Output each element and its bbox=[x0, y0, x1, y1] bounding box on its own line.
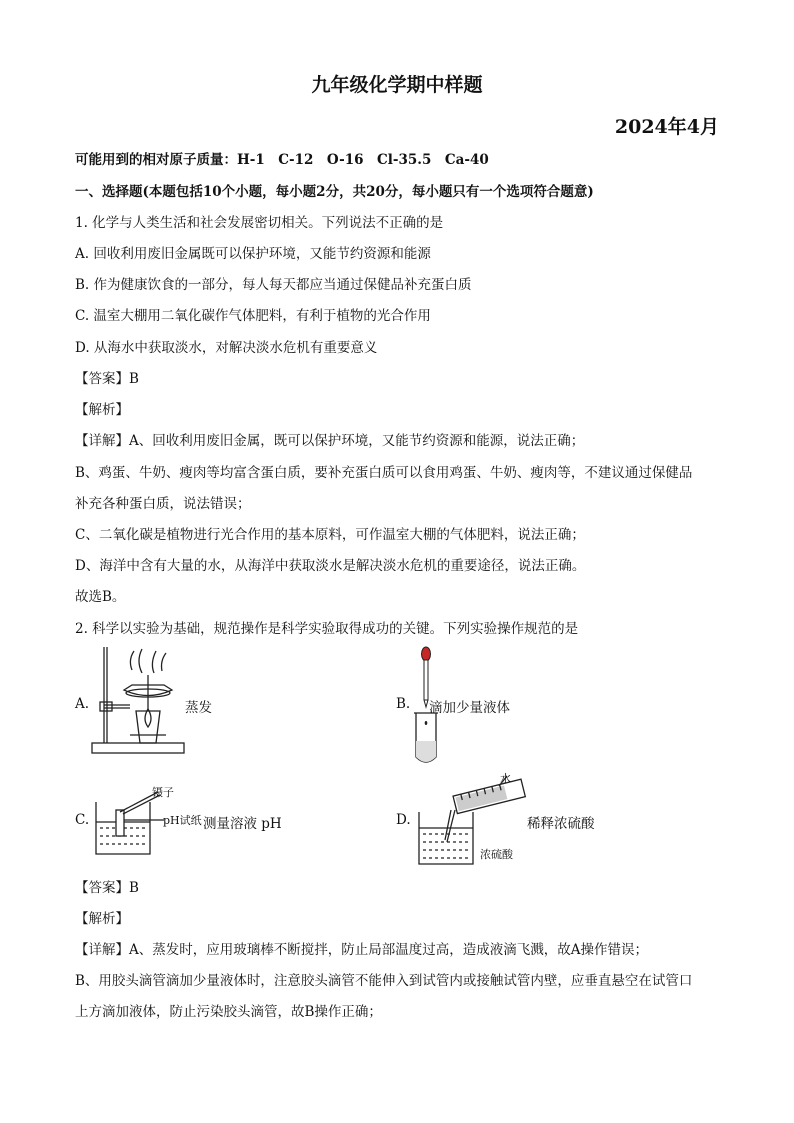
q1-stem: 1. 化学与人类生活和社会发展密切相关。下列说法不正确的是 bbox=[75, 215, 444, 231]
q2-detail-line: 【详解】A、蒸发时，应用玻璃棒不断搅拌，防止局部温度过高，造成液滴飞溅，故A操作错误； bbox=[75, 942, 648, 958]
evaporation-apparatus-figure bbox=[90, 645, 190, 760]
q2-detail-line: 上方滴加液体，防止污染胶头滴管，故B操作正确； bbox=[75, 1004, 382, 1020]
q1-detail-line: 故选B。 bbox=[75, 589, 126, 605]
q1-analysis: 【解析】 bbox=[75, 402, 129, 418]
q1-detail-line: B、鸡蛋、牛奶、瘦肉等均富含蛋白质，要补充蛋白质可以食用鸡蛋、牛奶、瘦肉等，不建议通过保健品 bbox=[75, 465, 693, 481]
label-ph-paper: pH试纸 bbox=[163, 814, 202, 827]
q1-option-c: C. 温室大棚用二氧化碳作气体肥料，有利于植物的光合作用 bbox=[75, 308, 431, 324]
fig-c-letter: C. bbox=[75, 812, 90, 828]
fig-a-caption: 蒸发 bbox=[185, 700, 212, 716]
q2-stem: 2. 科学以实验为基础，规范操作是科学实验取得成功的关键。下列实验操作规范的是 bbox=[75, 621, 579, 637]
q2-detail-line: B、用胶头滴管滴加少量液体时，注意胶头滴管不能伸入到试管内或接触试管内壁，应垂直悬空在试管口 bbox=[75, 973, 693, 989]
q2-analysis: 【解析】 bbox=[75, 911, 129, 927]
q1-detail-line: D、海洋中含有大量的水，从海洋中获取淡水是解决淡水危机的重要途径，说法正确。 bbox=[75, 558, 586, 574]
atomic-masses: 可能用到的相对原子质量：H-1 C-12 O-16 Cl-35.5 Ca-40 bbox=[75, 152, 489, 168]
label-water: 水 bbox=[500, 772, 511, 785]
fig-a-letter: A. bbox=[75, 696, 90, 712]
fig-b-caption: 滴加少量液体 bbox=[429, 700, 510, 716]
q1-option-a: A. 回收利用废旧金属既可以保护环境，又能节约资源和能源 bbox=[75, 246, 431, 262]
fig-d-caption: 稀释浓硫酸 bbox=[527, 816, 595, 832]
q1-detail-line: C、二氧化碳是植物进行光合作用的基本原料，可作温室大棚的气体肥料，说法正确； bbox=[75, 527, 585, 543]
section-heading: 一、选择题(本题包括10个小题，每小题2分，共20分，每小题只有一个选项符合题意) bbox=[75, 184, 594, 200]
q1-detail-line: 补充各种蛋白质，说法错误； bbox=[75, 496, 251, 512]
q1-option-d: D. 从海水中获取淡水，对解决淡水危机有重要意义 bbox=[75, 340, 378, 356]
fig-d-letter: D. bbox=[396, 812, 411, 828]
q1-option-b: B. 作为健康饮食的一部分，每人每天都应当通过保健品补充蛋白质 bbox=[75, 277, 472, 293]
q2-answer: 【答案】B bbox=[75, 880, 139, 896]
label-tweezers: 镊子 bbox=[152, 786, 174, 799]
ph-test-beaker-figure bbox=[92, 790, 172, 860]
q1-answer: 【答案】B bbox=[75, 371, 139, 387]
label-concentrated-acid: 浓硫酸 bbox=[480, 848, 513, 861]
q1-detail-line: 【详解】A、回收利用废旧金属，既可以保护环境，又能节约资源和能源，说法正确； bbox=[75, 433, 585, 449]
fig-c-caption: 测量溶液 pH bbox=[203, 816, 282, 832]
page-title: 九年级化学期中样题 bbox=[311, 74, 483, 96]
fig-b-letter: B. bbox=[396, 696, 411, 712]
exam-date: 2024年4月 bbox=[614, 116, 719, 138]
